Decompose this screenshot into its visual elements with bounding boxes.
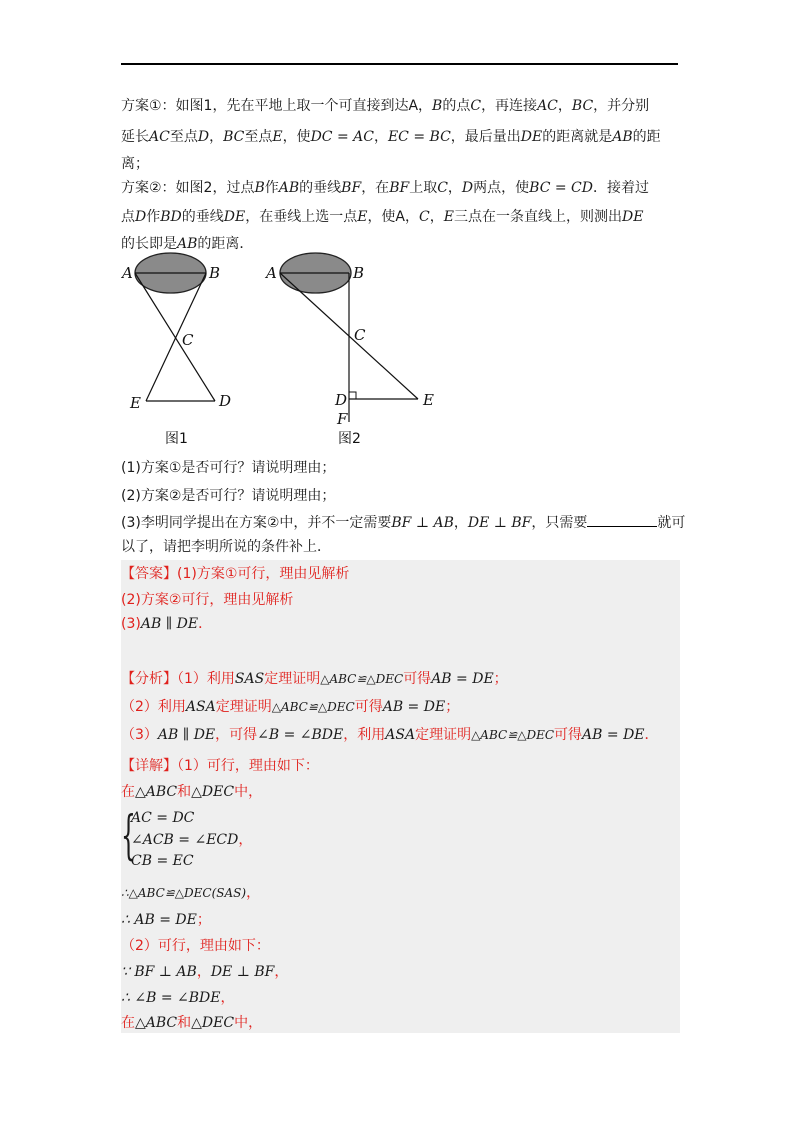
answer-blank[interactable] xyxy=(587,512,657,527)
conclusion-line1: ∴△ABC≌△DEC(SAS)， xyxy=(121,885,261,901)
question-2: (2)方案②是否可行？请说明理由； xyxy=(121,488,336,504)
question-3-line2: 以了，请把李明所说的条件补上． xyxy=(121,539,331,555)
fig1-label-a: A xyxy=(122,264,133,282)
system-brace: { xyxy=(121,806,136,866)
analysis-line3: （3）AB ∥ DE，可得∠B = ∠BDE，利用ASA定理证明△ABC≌△DEC可得AB = DE． xyxy=(121,727,659,743)
fig2-label-f: F xyxy=(337,410,348,428)
system-line1: AC = DC xyxy=(131,810,195,826)
plan2-line3: 的长即是AB的距离． xyxy=(121,236,254,252)
conclusion-line2: ∴ AB = DE； xyxy=(121,912,211,928)
system-line2: ∠ACB = ∠ECD， xyxy=(131,832,253,848)
plan2-line2: 点D作BD的垂线DE，在垂线上选一点E，使A，C，E三点在一条直线上，则测出DE xyxy=(121,209,644,225)
answer-line2: (2)方案②可行，理由见解析 xyxy=(121,592,294,608)
fig2-caption: 图2 xyxy=(338,431,361,447)
fig2-label-b: B xyxy=(353,264,365,282)
detail-line4: 在△ABC和△DEC中， xyxy=(121,1015,263,1031)
system-line3: CB = EC xyxy=(131,853,194,869)
fig2-label-a: A xyxy=(266,264,277,282)
question-3-line1: (3)李明同学提出在方案②中，并不一定需要BF ⊥ AB，DE ⊥ BF，只需要 就可 xyxy=(121,512,685,533)
fig2-label-e: E xyxy=(423,391,434,409)
analysis-line1: 【分析】（1）利用SAS定理证明△ABC≌△DEC可得AB = DE； xyxy=(121,671,508,687)
figure-2 xyxy=(264,253,434,447)
fig1-caption: 图1 xyxy=(165,431,188,447)
analysis-line2: （2）利用ASA定理证明△ABC≌△DEC可得AB = DE； xyxy=(121,699,460,715)
fig1-label-b: B xyxy=(209,264,221,282)
answer-line3: (3)AB ∥ DE． xyxy=(121,616,213,632)
figures xyxy=(121,250,441,450)
plan1-line3: 离； xyxy=(121,156,149,172)
therefore-line: ∴ ∠B = ∠BDE， xyxy=(121,990,235,1006)
detail-line1: 【详解】（1）可行，理由如下： xyxy=(121,758,319,774)
plan1-line1: 方案①：如图1，先在平地上取一个可直接到达A，B的点C，再连接AC，BC，并分别 xyxy=(121,98,650,114)
plan2-line1: 方案②：如图2，过点B作AB的垂线BF，在BF上取C，D两点，使BC = CD．接着过 xyxy=(121,180,649,196)
fig1-label-d: D xyxy=(219,392,232,410)
detail-line3: （2）可行，理由如下： xyxy=(121,938,270,954)
header-rule xyxy=(121,63,678,65)
plan1-line2: 延长AC至点D，BC至点E，使DC = AC，EC = BC，最后量出DE的距离就是AB的距 xyxy=(121,129,661,145)
fig2-right-angle-mark xyxy=(349,392,356,399)
answer-line1: 【答案】(1)方案①可行，理由见解析 xyxy=(121,566,350,582)
fig1-label-e: E xyxy=(130,394,141,412)
because-line: ∵ BF ⊥ AB，DE ⊥ BF， xyxy=(121,964,289,980)
fig1-label-c: C xyxy=(182,331,194,349)
detail-line2: 在△ABC和△DEC中， xyxy=(121,784,263,800)
fig2-label-d: D xyxy=(335,391,348,409)
figure-1 xyxy=(121,253,231,447)
fig2-label-c: C xyxy=(354,326,366,344)
question-1: (1)方案①是否可行？请说明理由； xyxy=(121,460,336,476)
